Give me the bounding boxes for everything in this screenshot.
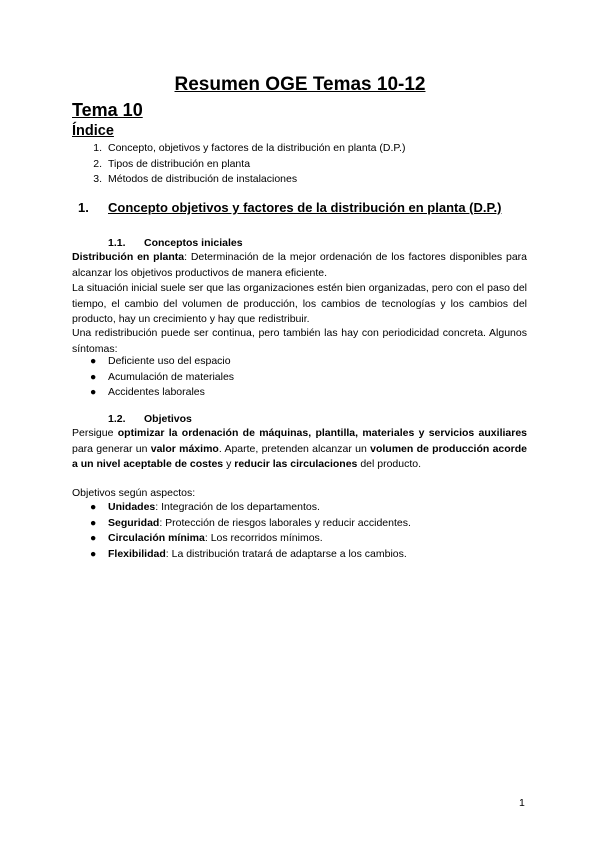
toc-item: 3. Métodos de distribución de instalaciones xyxy=(93,173,298,185)
paragraph: Objetivos según aspectos: xyxy=(72,487,196,499)
subsection-1-1-heading: 1.1. Conceptos iniciales xyxy=(108,237,243,249)
list-item: ● Accidentes laborales xyxy=(72,385,527,401)
bullet-icon: ● xyxy=(90,370,97,383)
page-number: 1 xyxy=(519,797,525,809)
toc-item: 2. Tipos de distribución en planta xyxy=(93,157,251,170)
paragraph: La situación inicial suele ser que las organizaciones estén bien organizadas, pero con el paso del tiempo, el cambio del volumen de producción, los cambios de tecnologías y los cambios del producto, hay un crecimiento y hay que redistribuir. xyxy=(72,282,527,325)
table-of-contents xyxy=(72,141,405,188)
bullet-icon: ● xyxy=(90,532,97,544)
indice-heading: Índice xyxy=(72,123,114,139)
bullet-icon: ● xyxy=(90,501,97,513)
list-item: ● Deficiente uso del espacio xyxy=(72,354,527,370)
list-item: ● Unidades: Integración de los departamentos. xyxy=(72,500,527,516)
section-number: 1. xyxy=(78,200,89,215)
list-item: ● Flexibilidad: La distribución tratará de adaptarse a los cambios. xyxy=(72,547,527,563)
list-item: ● Seguridad: Protección de riesgos laborales y reducir accidentes. xyxy=(72,516,527,532)
bullet-icon: ● xyxy=(90,547,97,560)
aspects-list xyxy=(72,500,527,562)
symptoms-list xyxy=(72,354,527,401)
list-item: ● Circulación mínima: Los recorridos mínimos. xyxy=(72,531,527,547)
list-item: ● Acumulación de materiales xyxy=(72,370,527,386)
tema-heading: Tema 10 xyxy=(72,100,143,120)
document-title: Resumen OGE Temas 10-12 xyxy=(174,74,426,95)
definition-term: Distribución en planta xyxy=(72,251,185,263)
subsection-1-2-heading: 1.2. Objetivos xyxy=(108,413,192,425)
section-1-heading xyxy=(72,199,527,217)
definition-paragraph: Distribución en planta: Determinación de la mejor ordenación de los factores disponibles para alcanzar los objetivos productivos de manera eficiente. xyxy=(72,251,527,279)
bullet-icon: ● xyxy=(90,386,97,398)
bullet-icon: ● xyxy=(90,516,97,529)
toc-item: 1. Concepto, objetivos y factores de la distribución en planta (D.P.) xyxy=(93,142,406,154)
paragraph: Una redistribución puede ser continua, pero también las hay con periodicidad concreta. Algunos síntomas: xyxy=(72,327,527,355)
bullet-icon: ● xyxy=(90,355,97,367)
section-title: Concepto objetivos y factores de la distribución en planta (D.P.) xyxy=(108,200,502,215)
objectives-paragraph: Persigue optimizar la ordenación de máquinas, plantilla, materiales y servicios auxiliares para generar un valor máximo. Aparte, pretenden alcanzar un volumen de producción acorde a un nivel aceptable de costes y reducir las circulaciones del producto. xyxy=(72,427,528,470)
